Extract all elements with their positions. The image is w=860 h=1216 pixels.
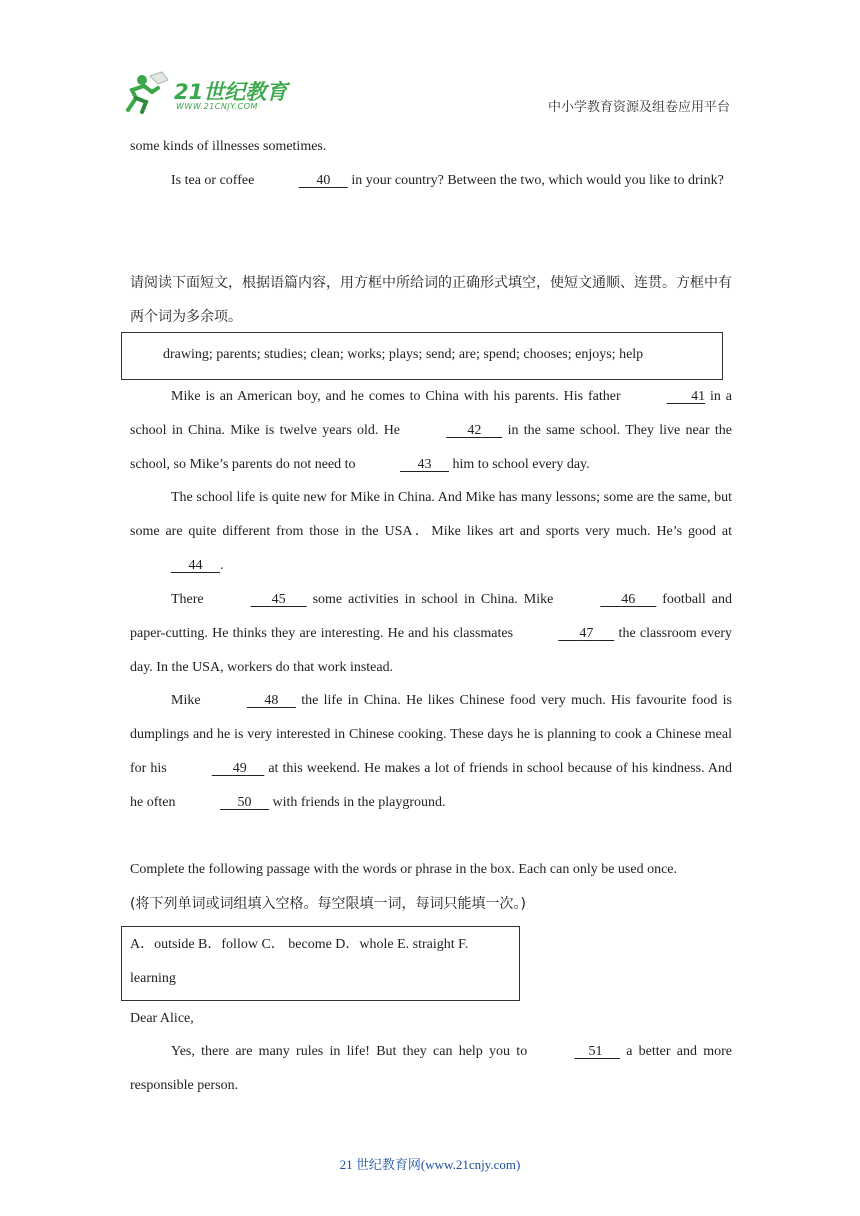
blank-48[interactable]: 48	[264, 693, 279, 708]
options-box	[121, 926, 520, 1001]
section3-instruction-cn: (将下列单词或词组填入空格。每空限填一词，每词只能填一次。)	[130, 896, 526, 912]
paragraph-mike-1: Mike is an American boy, and he comes to China with his parents. His father 41 in a school in China. Mike is twelve years old. He 42 in the same school. They live near the school, so Mike’s parents do not need to 43 him to school every day.	[130, 380, 732, 482]
logo-text: 21世纪教育	[174, 80, 288, 104]
paragraph-mike-4: Mike 48 the life in China. He likes Chinese food very much. His favourite food is dumplings and he is very interested in Chinese cooking. These days he is planning to cook a Chinese meal for his 49 at this weekend. He makes a lot of friends in school because of his kindness. And he often 50 with friends in the playground.	[130, 684, 732, 820]
word-box	[121, 332, 723, 380]
paragraph-mike-3: There 45 some activities in school in China. Mike 46 football and paper-cutting. He thinks they are interesting. He and his classmates 47 the classroom every day. In the USA, workers do that work instead.	[130, 583, 732, 685]
blank-50[interactable]: 50	[237, 795, 252, 810]
blank-42[interactable]: 42	[467, 423, 482, 438]
blank-43[interactable]: 43	[417, 457, 432, 472]
word-box-text: drawing; parents; studies; clean; works; plays; send; are; spend; chooses; enjoys; help	[163, 347, 644, 362]
section3-instruction-en: Complete the following passage with the words or phrase in the box. Each can only be used once.	[130, 862, 678, 877]
letter-greeting: Dear Alice,	[130, 1011, 194, 1026]
blank-51[interactable]: 51	[588, 1044, 603, 1059]
blank-49[interactable]: 49	[232, 761, 247, 776]
section2-instruction: 请阅读下面短文，根据语篇内容，用方框中所给词的正确形式填空，使短文通顺、连贯。方框中有两个词为多余项。	[130, 275, 732, 325]
paragraph-mike-2: The school life is quite new for Mike in China. And Mike has many lessons; some are the same, but some are quite different from those in the USA．Mike likes art and sports very much. He’s good at 44 .	[130, 481, 732, 583]
logo-subtext: WWW.21CNJY.COM	[176, 102, 258, 111]
blank-46[interactable]: 46	[621, 592, 636, 607]
blank-45[interactable]: 45	[271, 592, 286, 607]
blank-44[interactable]: 44	[188, 558, 203, 573]
footer-text: 21 世纪教育网(www.21cnjy.com)	[339, 1157, 521, 1172]
blank-40[interactable]: 40	[316, 173, 331, 188]
letter-paragraph-1: Yes, there are many rules in life! But they can help you to 51 a better and more responsible person.	[130, 1035, 732, 1103]
site-logo	[122, 70, 292, 116]
blank-47[interactable]: 47	[579, 626, 594, 641]
paragraph-prev-line: some kinds of illnesses sometimes.	[130, 139, 327, 154]
blank-41[interactable]: 41	[691, 389, 706, 404]
header-platform-text: 中小学教育资源及组卷应用平台	[547, 100, 730, 115]
paragraph-prev-question: Is tea or coffee 40 in your country? Between the two, which would you like to drink?	[130, 164, 732, 198]
options-text: A．outside B．follow C． become D．whole E. straight F. learning	[130, 937, 469, 986]
